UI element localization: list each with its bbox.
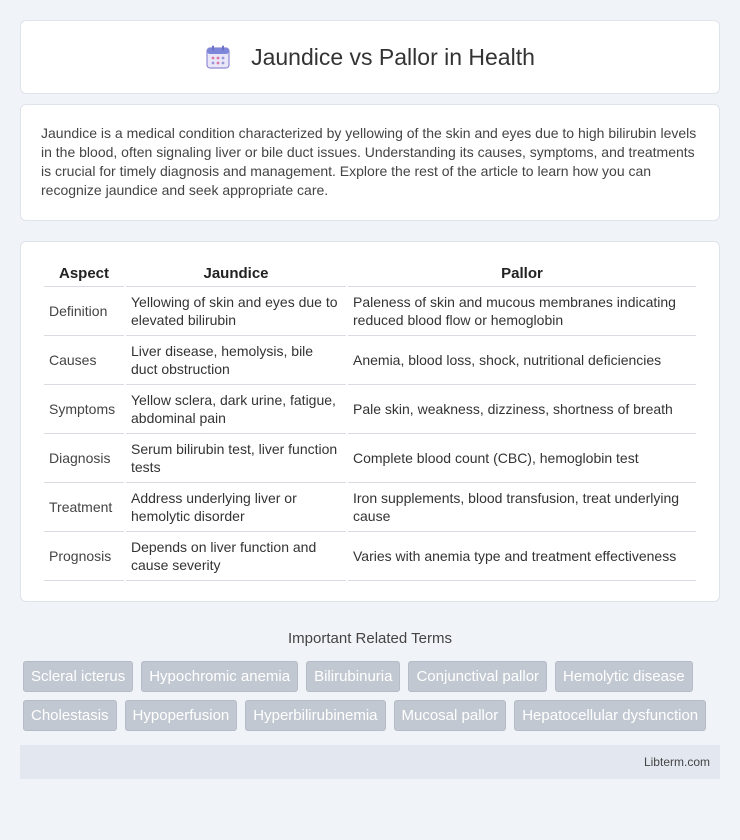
row-jaundice: Address underlying liver or hemolytic disorder xyxy=(126,483,346,532)
header-card xyxy=(20,20,720,94)
footer-link[interactable]: Libterm.com xyxy=(643,755,710,769)
term-tag[interactable]: Bilirubinuria xyxy=(306,661,400,692)
row-jaundice: Depends on liver function and cause severity xyxy=(126,532,346,581)
row-pallor: Pale skin, weakness, dizziness, shortness of breath xyxy=(348,385,696,434)
column-header-jaundice: Jaundice xyxy=(126,262,346,287)
row-pallor: Paleness of skin and mucous membranes indicating reduced blood flow or hemoglobin xyxy=(348,287,696,336)
calendar-icon xyxy=(205,44,231,70)
term-tag[interactable]: Mucosal pallor xyxy=(394,700,507,731)
row-pallor: Complete blood count (CBC), hemoglobin test xyxy=(348,434,696,483)
table-row xyxy=(44,385,696,434)
term-tag[interactable]: Cholestasis xyxy=(23,700,117,731)
term-tag[interactable]: Hypochromic anemia xyxy=(141,661,298,692)
row-jaundice: Serum bilirubin test, liver function tests xyxy=(126,434,346,483)
comparison-table xyxy=(42,262,698,581)
row-aspect: Prognosis xyxy=(44,532,124,581)
table-row xyxy=(44,483,696,532)
table-row xyxy=(44,287,696,336)
intro-card xyxy=(20,104,720,221)
row-aspect: Treatment xyxy=(44,483,124,532)
term-tag[interactable]: Hypoperfusion xyxy=(125,700,238,731)
term-tag[interactable]: Hemolytic disease xyxy=(555,661,693,692)
term-tag[interactable]: Hepatocellular dysfunction xyxy=(514,700,706,731)
row-aspect: Causes xyxy=(44,336,124,385)
table-header-row xyxy=(44,262,696,287)
term-tag[interactable]: Scleral icterus xyxy=(23,661,133,692)
table-row xyxy=(44,336,696,385)
column-header-pallor: Pallor xyxy=(348,262,696,287)
related-terms-list xyxy=(20,661,720,731)
row-pallor: Iron supplements, blood transfusion, treat underlying cause xyxy=(348,483,696,532)
footer xyxy=(20,745,720,779)
column-header-aspect: Aspect xyxy=(44,262,124,287)
table-row xyxy=(44,434,696,483)
row-jaundice: Yellowing of skin and eyes due to elevated bilirubin xyxy=(126,287,346,336)
row-aspect: Diagnosis xyxy=(44,434,124,483)
row-jaundice: Liver disease, hemolysis, bile duct obstruction xyxy=(126,336,346,385)
row-pallor: Varies with anemia type and treatment effectiveness xyxy=(348,532,696,581)
page-title: Jaundice vs Pallor in Health xyxy=(251,43,535,70)
row-pallor: Anemia, blood loss, shock, nutritional deficiencies xyxy=(348,336,696,385)
term-tag[interactable]: Hyperbilirubinemia xyxy=(245,700,385,731)
related-terms-title: Important Related Terms xyxy=(288,630,452,647)
row-jaundice: Yellow sclera, dark urine, fatigue, abdominal pain xyxy=(126,385,346,434)
row-aspect: Symptoms xyxy=(44,385,124,434)
row-aspect: Definition xyxy=(44,287,124,336)
intro-text: Jaundice is a medical condition characterized by yellowing of the skin and eyes due to high bilirubin levels in the blood, often signaling liver or bile duct issues. Understanding its causes, symptoms, and treatments is crucial for timely diagnosis and management. Explore the rest of the article to learn how you can recognize jaundice and seek appropriate care. xyxy=(41,125,697,198)
table-row xyxy=(44,532,696,581)
term-tag[interactable]: Conjunctival pallor xyxy=(408,661,547,692)
comparison-table-card xyxy=(20,241,720,602)
